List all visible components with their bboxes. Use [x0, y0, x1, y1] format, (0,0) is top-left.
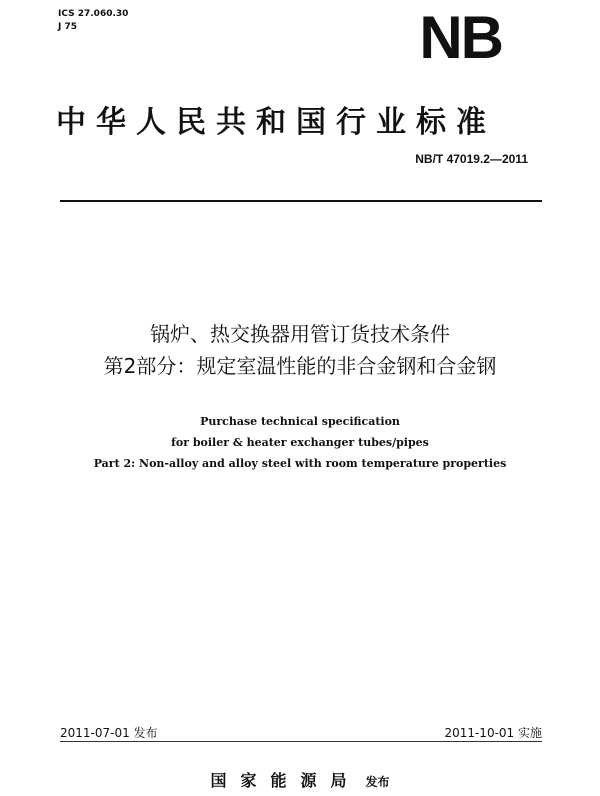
issuer-action: 发布	[365, 775, 390, 789]
english-title-line-1: Purchase technical specification	[200, 415, 400, 428]
implement-date: 2011-10-01 实施	[444, 726, 542, 740]
publish-date: 2011-07-01 发布	[60, 726, 158, 740]
header-divider	[60, 200, 542, 202]
chinese-title-line-2: 第2部分：规定室温性能的非合金钢和合金钢	[103, 354, 497, 378]
english-title	[0, 411, 600, 474]
issuer-name: 国家能源局	[210, 771, 361, 790]
chinese-title	[0, 318, 600, 382]
issuer	[0, 768, 600, 791]
ccs-code: J 75	[58, 22, 78, 32]
organization-title: 中华人民共和国行业标准	[56, 105, 496, 140]
classification-codes	[58, 8, 128, 34]
nb-logo: NB	[419, 4, 502, 71]
chinese-title-line-1: 锅炉、热交换器用管订货技术条件	[150, 322, 450, 346]
ics-code: ICS 27.060.30	[58, 9, 129, 19]
footer-divider	[60, 741, 542, 742]
standard-number: NB/T 47019.2—2011	[415, 152, 528, 166]
english-title-line-3: Part 2: Non-alloy and alloy steel with room temperature properties	[93, 457, 507, 470]
english-title-line-2: for boiler & heater exchanger tubes/pipes	[171, 436, 429, 449]
